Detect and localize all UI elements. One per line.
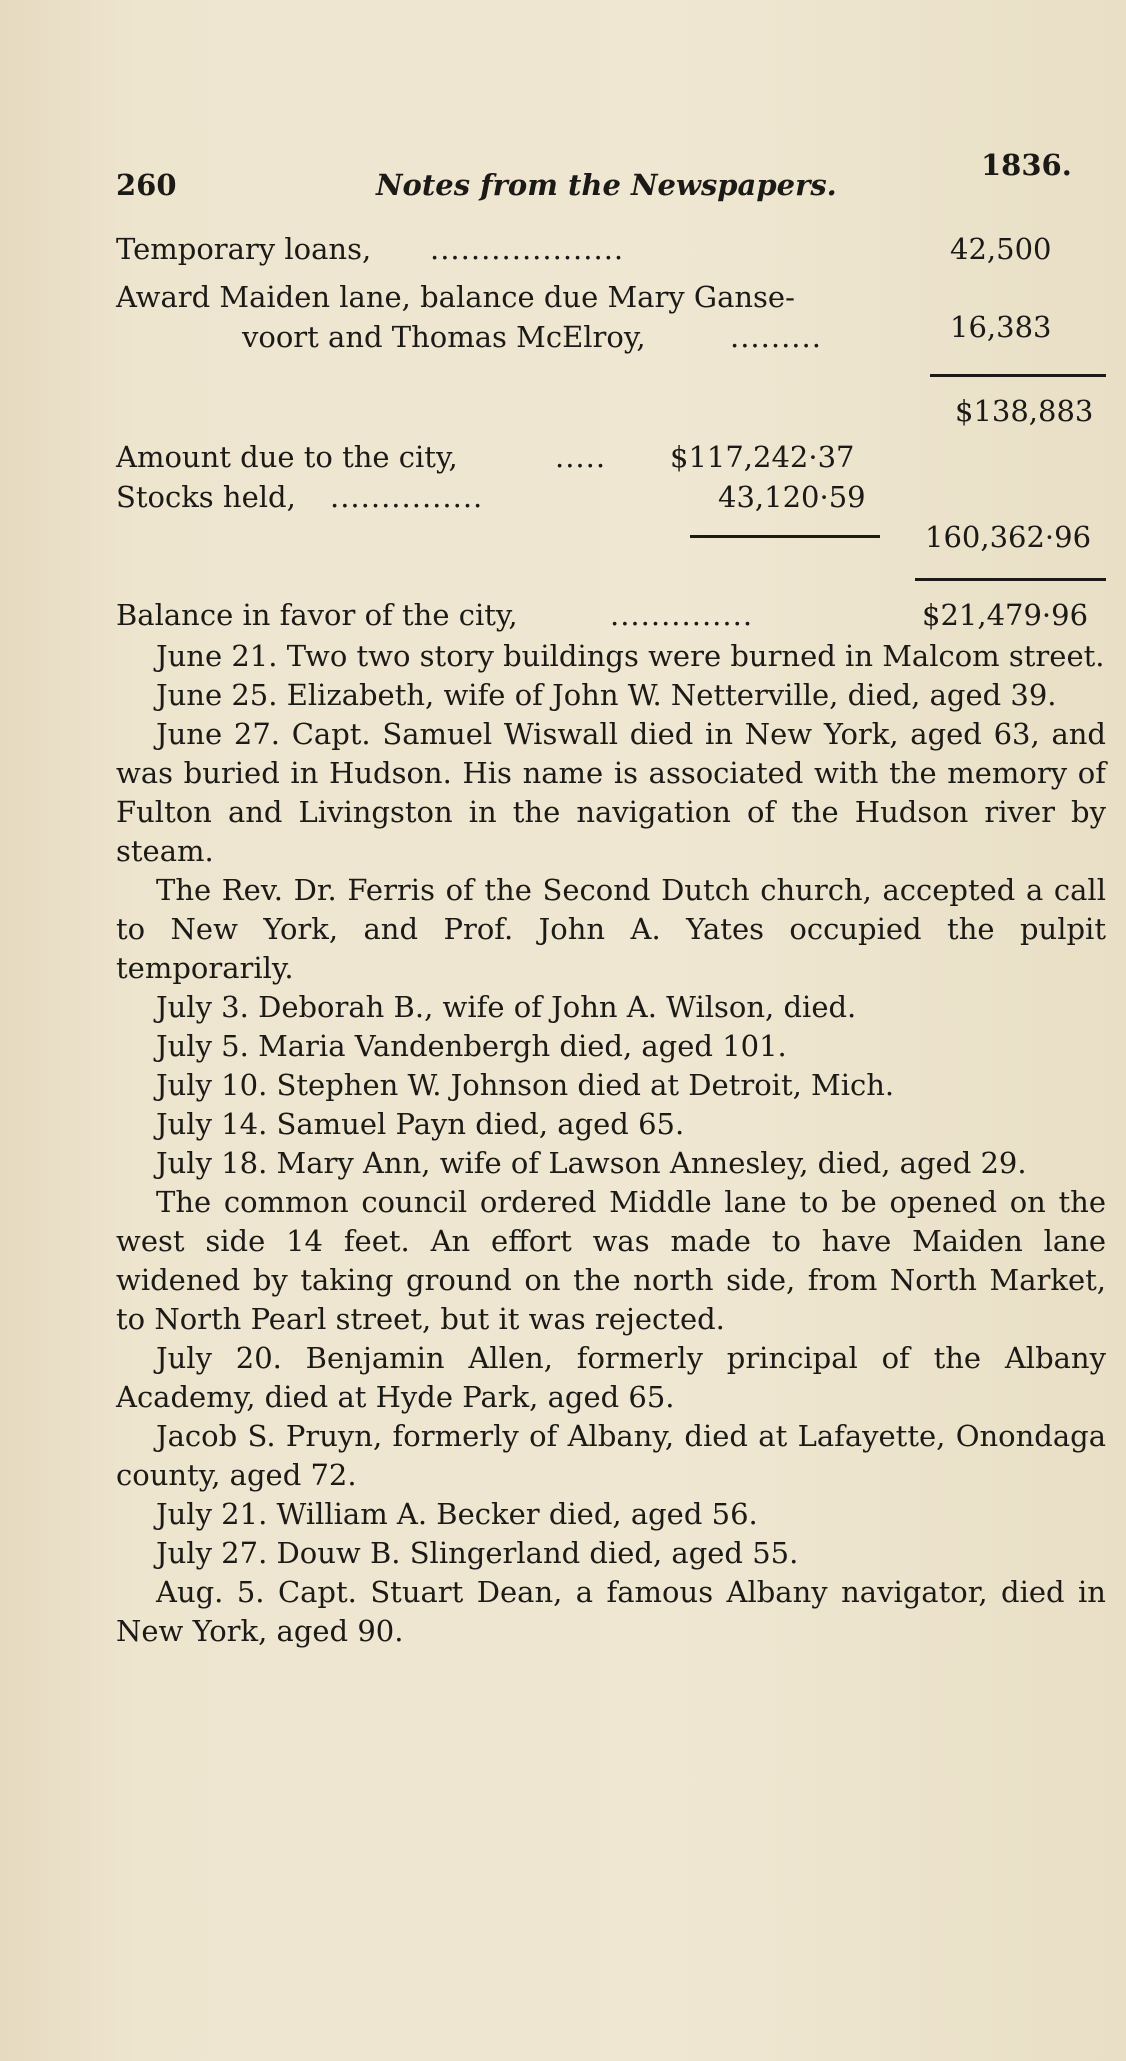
stocks-held-value: 43,120·59	[718, 480, 866, 514]
page-number: 260	[116, 168, 177, 202]
entry-paragraph: July 18. Mary Ann, wife of Lawson Annesley, died, aged 29.	[156, 1146, 1027, 1180]
entry-paragraph: June 27. Capt. Samuel Wiswall died in New York, aged 63, and was buried in Hudson. His name is associated with the memory of Fulton and Livingston in the navigation of the Hudson river by steam.	[116, 717, 1106, 868]
entry-paragraph: July 20. Benjamin Allen, formerly principal of the Albany Academy, died at Hyde Park, aged 65.	[116, 1341, 1106, 1414]
entry-paragraph: Aug. 5. Capt. Stuart Dean, a famous Albany navigator, died in New York, aged 90.	[116, 1575, 1106, 1648]
leader-dots: ..............	[610, 598, 754, 632]
entry-paragraph: July 10. Stephen W. Johnson died at Detroit, Mich.	[156, 1068, 895, 1102]
temporary-loans-amount: 42,500	[950, 232, 1052, 266]
award-amount: 16,383	[950, 310, 1052, 344]
entry-paragraph: July 3. Deborah B., wife of John A. Wilson, died.	[156, 990, 857, 1024]
entry-paragraph: July 14. Samuel Payn died, aged 65.	[156, 1107, 685, 1141]
sum-rule	[690, 535, 880, 538]
temporary-loans-label: Temporary loans,	[116, 232, 372, 266]
year: 1836.	[981, 148, 1072, 182]
entry-paragraph: July 5. Maria Vandenbergh died, aged 101.	[156, 1029, 787, 1063]
balance-amount: $21,479·96	[922, 598, 1089, 632]
entry-paragraph: July 21. William A. Becker died, aged 56.	[156, 1497, 758, 1531]
entry-paragraph: June 21. Two two story buildings were burned in Malcom street.	[156, 639, 1105, 673]
entry-paragraph: June 25. Elizabeth, wife of John W. Netterville, died, aged 39.	[156, 678, 1057, 712]
subtotal-amount: $138,883	[955, 394, 1094, 428]
sum-rule	[915, 578, 1106, 581]
entry-paragraph: July 27. Douw B. Slingerland died, aged 55.	[156, 1536, 799, 1570]
award-line-1: Award Maiden lane, balance due Mary Ganse-	[116, 280, 795, 314]
leader-dots: .........	[730, 320, 822, 354]
leader-dots: ...................	[430, 232, 625, 266]
amount-due-label: Amount due to the city,	[116, 440, 458, 474]
running-title: Notes from the Newspapers.	[376, 168, 837, 202]
entry-paragraph: Jacob S. Pruyn, formerly of Albany, died at Lafayette, Onondaga county, aged 72.	[116, 1419, 1106, 1492]
combined-total: 160,362·96	[925, 520, 1092, 554]
stocks-held-label: Stocks held,	[116, 480, 296, 514]
leader-dots: ...............	[330, 480, 484, 514]
entry-paragraph: The common council ordered Middle lane to be opened on the west side 14 feet. An effort was made to have Maiden lane widened by taking ground on the north side, from North Market, to North Pearl street, but it was rejected.	[116, 1185, 1106, 1336]
entry-paragraph: The Rev. Dr. Ferris of the Second Dutch church, accepted a call to New York, and Prof. John A. Yates occupied the pulpit temporarily.	[116, 873, 1106, 985]
leader-dots: .....	[555, 440, 607, 474]
award-line-2: voort and Thomas McElroy,	[242, 320, 646, 354]
sum-rule	[930, 374, 1106, 377]
chronicle-entries	[116, 637, 1106, 1651]
amount-due-value: $117,242·37	[670, 440, 855, 474]
balance-label: Balance in favor of the city,	[116, 598, 518, 632]
